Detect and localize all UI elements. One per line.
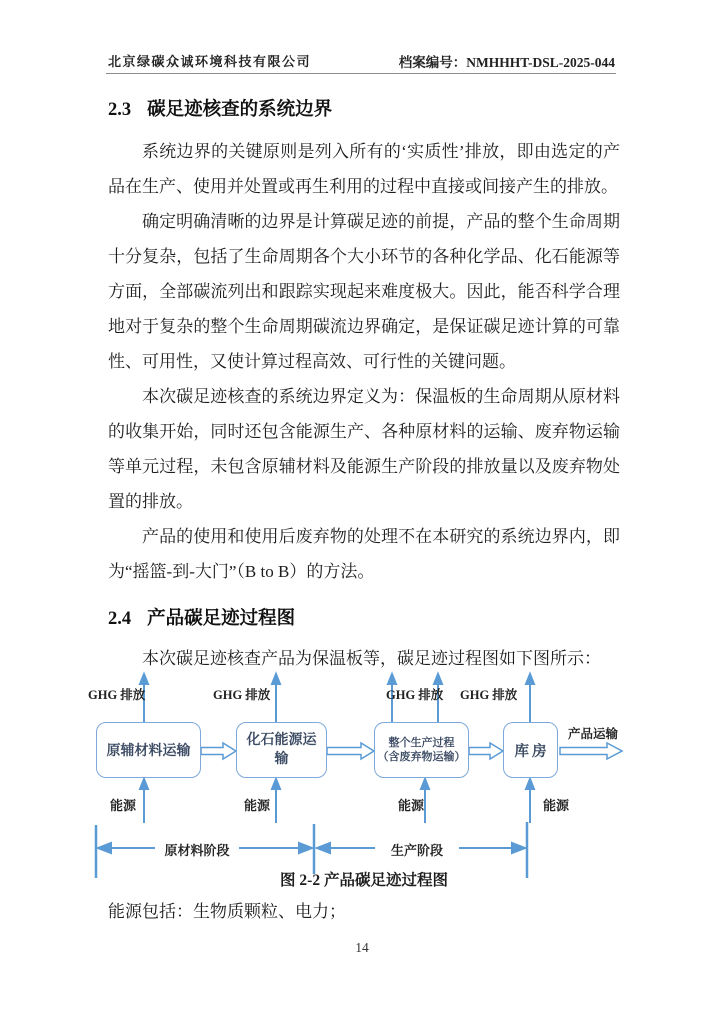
header-archive-number: 档案编号：NMHHHT-DSL-2025-044 [398,55,615,70]
product-transport-label: 产品运输 [568,727,619,741]
ghg-emission-label: GHG 排放 [213,688,271,702]
header-company: 北京绿碳众诚环境科技有限公司 [108,54,312,69]
ghg-emission-label: GHG 排放 [460,688,518,702]
paragraph-2: 确定明确清晰的边界是计算碳足迹的前提，产品的整个生命周期十分复杂，包括了生命周期各个大小环节的各种化学品、化石能源等方面，全部碳流列出和跟踪实现起来难度极大。因此，能否科学合理地对于复杂的整个生命周期碳流边界确定，是保证碳足迹计算的可靠性、可用性，又使计算过程高效、可行性的关键问题。 [108,212,620,371]
process-box-warehouse: 库房 [503,722,558,778]
paragraph-4: 产品的使用和使用后废弃物的处理不在本研究的系统边界内，即为“摇篮-到-大门”（B to B）的方法。 [108,527,620,581]
energy-note: 能源包括：生物质颗粒、电力； [108,902,346,921]
section-number: 2.3 [108,100,132,120]
energy-input-arrows [140,779,534,823]
figure-caption: 图 2-2 产品碳足迹过程图 [280,872,448,889]
section-title: 碳足迹核查的系统边界 [147,100,333,120]
ghg-emission-label: GHG 排放 [386,688,444,702]
paragraph-3: 本次碳足迹核查的系统边界定义为：保温板的生命周期从原材料的收集开始，同时还包含能源生产、各种原材料的运输、废弃物运输等单元过程，未包含原辅材料及能源生产阶段的排放量以及废弃物处置的排放。 [108,387,620,511]
energy-label: 能源 [244,798,271,813]
energy-label: 能源 [543,798,570,813]
section-number: 2.4 [108,609,132,629]
ghg-emission-label: GHG 排放 [88,688,146,702]
energy-label: 能源 [398,798,425,813]
stage-label-raw-material: 原材料阶段 [157,840,237,859]
process-box-fossil-energy-transport: 化石能源运输 [236,722,327,778]
stage-label-production: 生产阶段 [377,840,457,859]
process-flow-diagram [84,670,644,905]
paragraph-1: 系统边界的关键原则是列入所有的‘实质性’排放，即由选定的产品在生产、使用并处置或再生利用的过程中直接或间接产生的排放。 [108,142,620,196]
process-box-raw-material-transport: 原辅材料运输 [96,722,201,778]
page-number: 14 [355,940,369,955]
header-rule [106,73,616,74]
process-box-production-line2: （含废弃物运输） [377,751,466,763]
section-heading-2-4 [108,605,620,633]
process-box-production [374,722,469,778]
body-content [108,96,620,676]
paragraph-5: 本次碳足迹核查产品为保温板等，碳足迹过程图如下图所示： [142,649,601,668]
process-box-production-line1: 整个生产过程 [388,737,455,749]
section-heading-2-3 [108,96,620,124]
energy-label: 能源 [110,798,137,813]
section-title: 产品碳足迹过程图 [147,609,296,629]
